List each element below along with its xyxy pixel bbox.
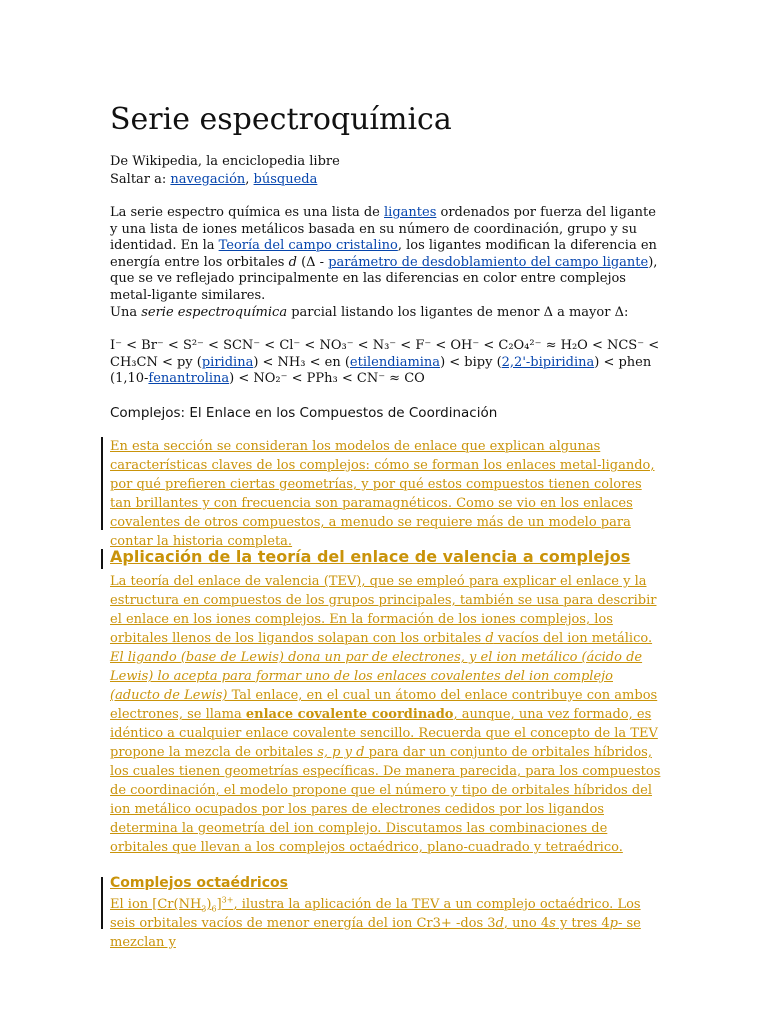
link-piridina[interactable]: piridina [201, 354, 254, 370]
valence-bond-text: La teoría del enlace de valencia (TEV), que se empleó para explicar el enlace y la estructura en compuestos de los grupos principales, también se usa para describir el enlace en los iones complejos. En la formación de los iones complejos, los orbitales llenos de los ligandos solapan con los orbitales d vacíos del ion metálico. El ligando (base de Lewis) dona un par de electrones, y el ion metálico (ácido de Lewis) lo acepta para formar uno de los enlaces covalentes del ion complejo (aducto de Lewis) Tal enlace, en el cual un átomo del enlace contribuye con ambos electrones, se llama enlace covalente coordinado, aunque, una vez formado, es idéntico a cualquier enlace covalente sencillo. Recuerda que el concepto de la TEV propone la mezcla de orbitales s, p y d para dar un conjunto de orbitales híbridos, los cuales tienen geometrías específicas. De manera parecida, para los compuestos de coordinación, el modelo propone que el número y tipo de orbitales híbridos del ion metálico ocupados por los pares de electrones cedidos por los ligandos determina la geometría del ion complejo. Discutamos las combinaciones de orbitales que llevan a los complejos octaédrico, plano-cuadrado y tetraédrico. [110, 574, 661, 855]
jump-navigation-link[interactable]: navegación [170, 172, 246, 187]
section-heading-valence-bond: Aplicación de la teoría del enlace de valencia a complejos [110, 547, 631, 566]
change-bar [101, 549, 103, 569]
complexes-heading: Complejos: El Enlace en los Compuestos de Coordinación [110, 405, 498, 421]
change-bar [101, 437, 103, 530]
jump-search-link[interactable]: búsqueda [253, 172, 318, 187]
from-wikipedia: De Wikipedia, la enciclopedia libre [110, 154, 340, 169]
section-heading-octahedral: Complejos octaédricos [110, 875, 288, 891]
section-intro-text: En esta sección se consideran los modelos de enlace que explican algunas características claves de los complejos: cómo se forman los enlaces metal-ligando, por qué prefieren ciertas geometrías, y por qué estos compuestos tienen colores tan brillantes y con frecuencia son paramagnéticos. Como se vio en los enlaces covalentes de otros compuestos, a menudo se requiere más de un modelo para contar la historia completa. [110, 439, 655, 549]
octahedral-text: El ion $[Cr(NH_3)_6]^{3+}$, ilustra la aplicación de la TEV a un complejo octaédrico. Los seis orbitales vacíos de menor energía del ion Cr3+ -dos 3d, uno 4s y tres 4p- se mezclan y [110, 895, 641, 950]
link-bipiridina[interactable]: 2,2'-bipiridina [501, 354, 595, 370]
link-splitting-parameter[interactable]: parámetro de desdoblamiento del campo ligante [328, 254, 649, 270]
spectrochemical-series: I⁻ < Br⁻ < S²⁻ < SCN⁻ < Cl⁻ < NO₃⁻ < N₃⁻ < F⁻ < OH⁻ < C₂O₄²⁻ ≈ H₂O < NCS⁻ < CH₃CN < py (piridina) < NH₃ < en (etilendiamina) < bipy (2,2'-bipiridina) < phen (1,10-fenantrolina) < NO₂⁻ < PPh₃ < CN⁻ ≈ CO [110, 338, 660, 386]
link-ligantes[interactable]: ligantes [384, 205, 437, 220]
jump-links: Saltar a: navegación, búsqueda [110, 172, 318, 187]
page-title: Serie espectroquímica [110, 102, 452, 137]
partial-series-paragraph: Una serie espectroquímica parcial listando los ligantes de menor Δ a mayor Δ: [110, 305, 629, 320]
intro-paragraph: La serie espectro química es una lista de ligantes ordenados por fuerza del ligante y una lista de iones metálicos basada en su número de coordinación, grupo y su identidad. En la Teoría del campo cristalino, los ligantes modifican la diferencia en energía entre los orbitales d (Δ - parámetro de desdoblamiento del campo ligante), que se ve reflejado principalmente en las diferencias en color entre complejos metal-ligante similares. [110, 205, 658, 303]
link-crystal-field[interactable]: Teoría del campo cristalino [218, 238, 398, 253]
site-subtitle [110, 153, 340, 189]
link-fenantrolina[interactable]: fenantrolina [148, 371, 230, 386]
change-bar [101, 877, 103, 929]
link-etilendiamina[interactable]: etilendiamina [349, 354, 441, 370]
